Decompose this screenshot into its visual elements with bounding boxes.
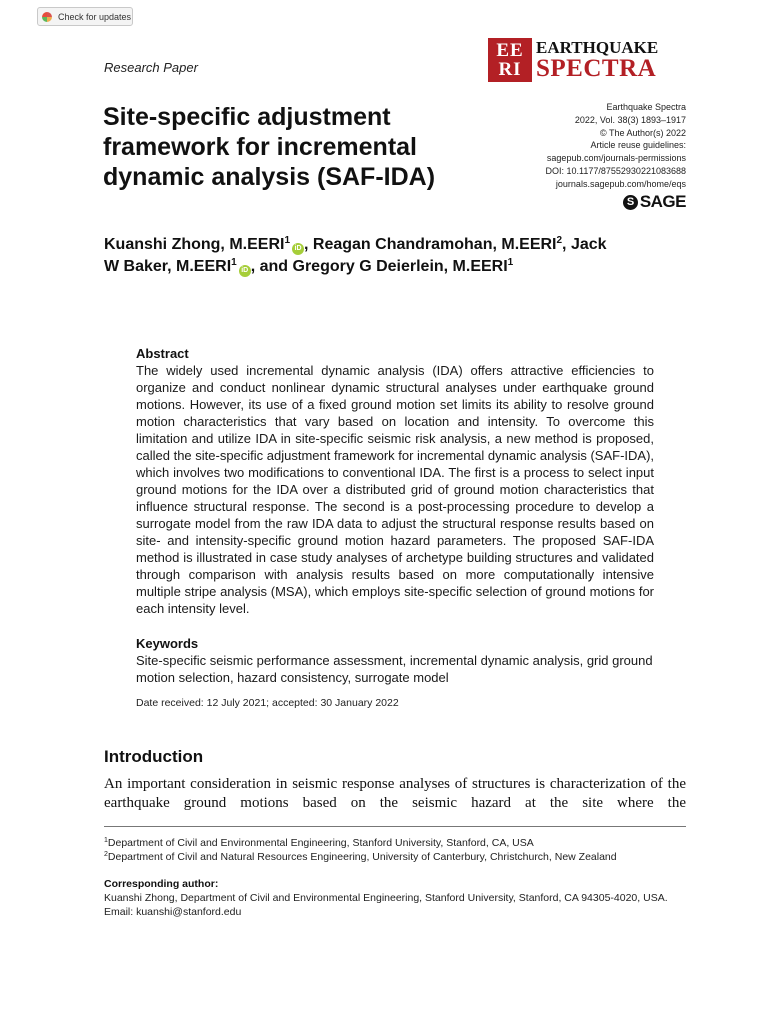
article-title: Site-specific adjustment framework for incremental dynamic analysis (SAF-IDA) (103, 103, 436, 191)
sage-logo (623, 192, 686, 212)
logo-mark-top: EE (496, 40, 524, 61)
sage-s-icon: S (623, 195, 638, 210)
footnote-1-text: Department of Civil and Environmental Engineering, Stanford University, Stanford, CA, USA (107, 837, 534, 849)
abstract-section (136, 345, 654, 617)
author-affiliation-number: 1 (231, 256, 237, 268)
author-affiliation-number: 1 (507, 256, 514, 268)
footnote-divider (104, 826, 686, 827)
author-separator: , and (250, 257, 293, 275)
crossmark-icon (42, 12, 52, 22)
footnote-2 (104, 850, 617, 864)
corresponding-address: Kuanshi Zhong, Department of Civil and Environmental Engineering, Stanford University, Stanford, CA 94305-4020, USA. (104, 892, 668, 904)
author-affiliation-number: 2 (556, 235, 563, 246)
author-affiliation-number: 1 (284, 235, 290, 246)
footnote-2-number: 2 (104, 851, 108, 858)
logo-word-spectra: SPECTRA (536, 55, 657, 82)
date-received: Date received: 12 July 2021; accepted: 30 January 2022 (136, 697, 399, 709)
meta-home-link[interactable]: journals.sagepub.com/home/eqs (555, 178, 686, 189)
author-separator: , (562, 236, 571, 253)
orcid-icon[interactable]: iD (292, 243, 304, 255)
footnote-2-text: Department of Civil and Natural Resources Engineering, University of Canterbury, Christchurch, New Zealand (107, 851, 617, 863)
introduction-text: An important consideration in seismic response analyses of structures is characterization of the earthquake ground motions based on the seismic hazard at the site where the (104, 776, 686, 811)
article-type-label: Research Paper (104, 60, 198, 75)
corresponding-email[interactable]: Email: kuanshi@stanford.edu (104, 906, 242, 918)
logo-word-earthquake: EARTHQUAKE (536, 38, 659, 57)
journal-logo (488, 38, 658, 82)
meta-copyright: © The Author(s) 2022 (599, 127, 686, 138)
meta-doi-link[interactable]: DOI: 10.1177/87552930221083688 (545, 165, 686, 176)
keywords-text: Site-specific seismic performance assessment, incremental dynamic analysis, grid ground motion selection, hazard consistency, surrogate model (136, 653, 653, 685)
meta-journal: Earthquake Spectra (606, 102, 686, 112)
abstract-heading: Abstract (136, 346, 189, 361)
author-separator: , (304, 236, 313, 253)
meta-reuse: Article reuse guidelines: (590, 140, 686, 151)
eeri-logo-mark (488, 38, 532, 82)
author-name: Gregory G Deierlein, M.EERI (292, 257, 508, 275)
keywords-heading: Keywords (136, 636, 199, 651)
check-for-updates-button[interactable] (37, 7, 133, 26)
footnote-1 (104, 836, 534, 850)
journal-meta (546, 101, 686, 191)
orcid-icon[interactable]: iD (239, 265, 251, 277)
logo-mark-bottom: RI (498, 59, 522, 80)
abstract-text: The widely used incremental dynamic analysis (IDA) offers attractive efficiencies to organize and conduct nonlinear dynamic structural analyses under earthquake ground motions. However, its use of a fixed ground motion set limits its ability to resolve ground motion characteristics that vary based on location and intensity. To overcome this limitation and utilize IDA in site-specific seismic risk analysis, a new method is proposed, called the site-specific adjustment framework for incremental dynamic analysis (SAF-IDA), which involves two modifications to conventional IDA. The first is a process to select input ground motions for the IDA over a distributed grid of ground motion characteristics that influence structural response. The second is a post-processing procedure to develop a surrogate model from the raw IDA data to adjust the structural response results based on site- and intensity-specific ground motion hazard parameters. The proposed SAF-IDA method is illustrated in case study analyses of archetype building structures and validated through comparison with analysis results based on more computationally intensive multiple stripe analysis (MSA), which employs site-specific selection of ground motions for each intensity level. (136, 363, 655, 616)
introduction-heading: Introduction (104, 747, 204, 766)
author-list (104, 234, 624, 277)
sage-logo-text: SAGE (639, 192, 686, 211)
footnote-1-number: 1 (104, 837, 108, 844)
meta-permissions-link[interactable]: sagepub.com/journals-permissions (546, 153, 686, 164)
meta-volume: 2022, Vol. 38(3) 1893–1917 (574, 114, 686, 125)
corresponding-author (104, 877, 684, 919)
author-name: Jack W Baker, M.EERI (104, 236, 607, 275)
check-for-updates-label: Check for updates (58, 11, 132, 22)
corresponding-heading: Corresponding author: (104, 878, 219, 890)
author-name: Kuanshi Zhong, M.EERI (104, 236, 285, 253)
keywords-section (136, 635, 654, 686)
author-name: Reagan Chandramohan, M.EERI (312, 236, 557, 253)
